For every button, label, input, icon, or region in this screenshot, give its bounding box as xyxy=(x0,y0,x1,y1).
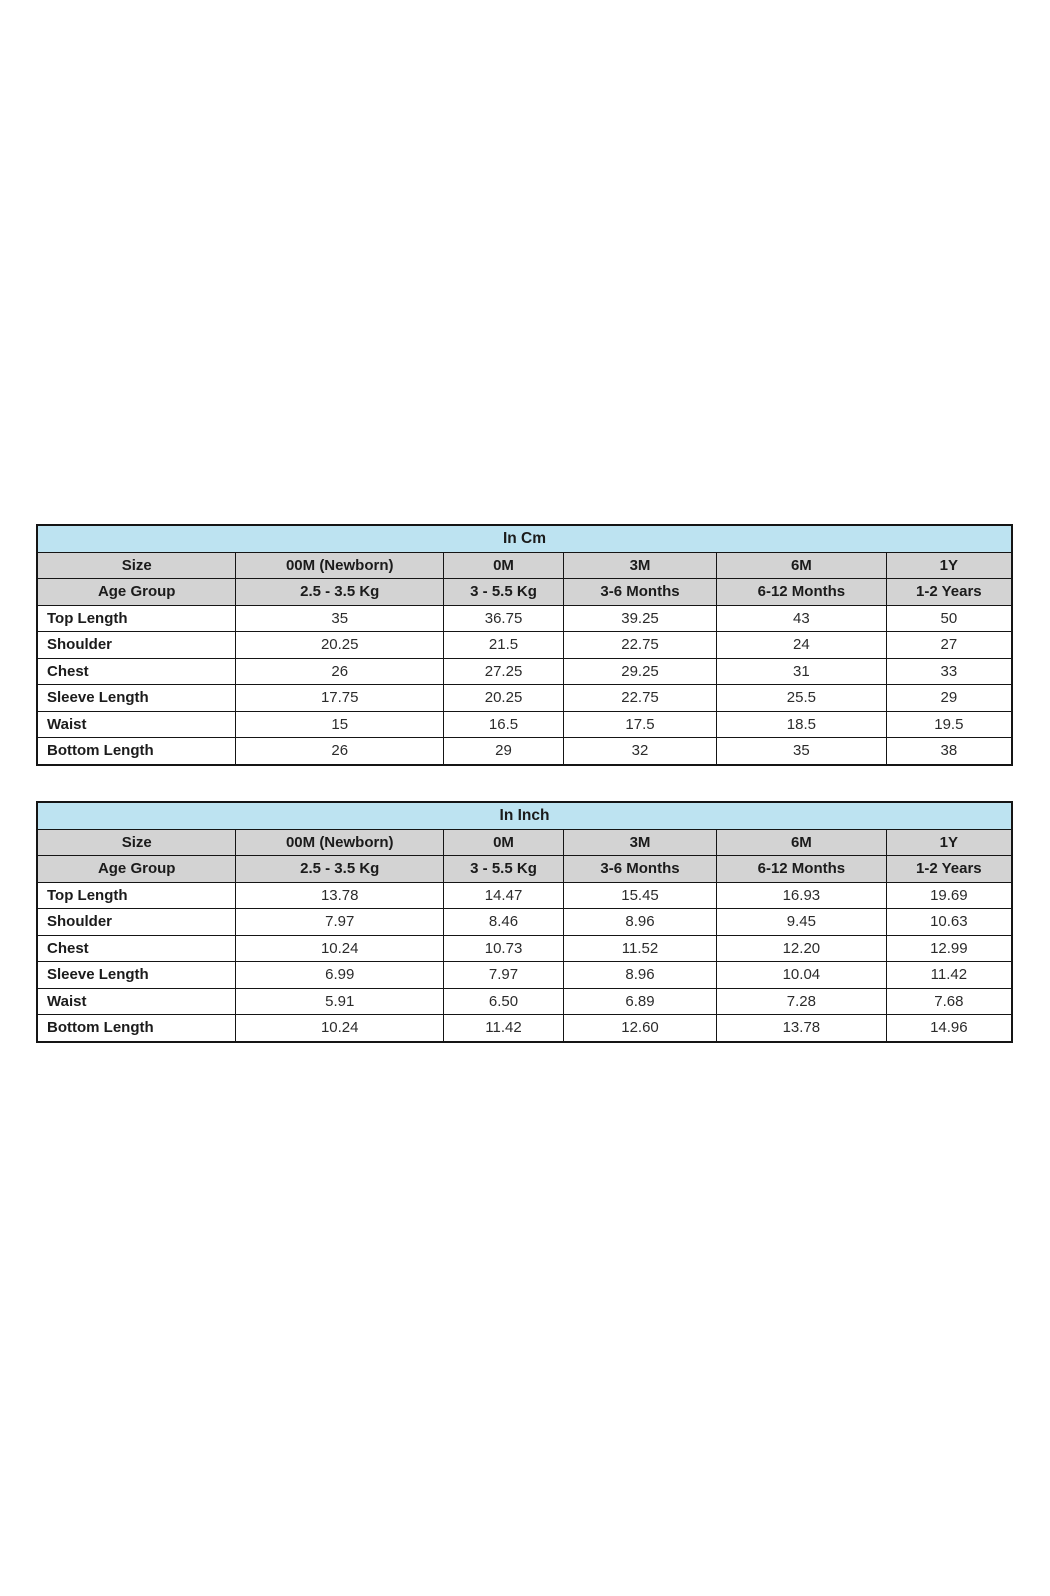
cell: 16.5 xyxy=(444,711,564,738)
cell: 15.45 xyxy=(563,882,716,909)
row-label: Sleeve Length xyxy=(37,685,236,712)
cell: 36.75 xyxy=(444,605,564,632)
cell: 9.45 xyxy=(717,909,887,936)
cell: 7.97 xyxy=(444,962,564,989)
row-label: Shoulder xyxy=(37,632,236,659)
row-label: Waist xyxy=(37,711,236,738)
cell: 29 xyxy=(886,685,1012,712)
cell: 31 xyxy=(717,658,887,685)
cell: 12.60 xyxy=(563,1015,716,1042)
cell: 35 xyxy=(717,738,887,765)
cell: 39.25 xyxy=(563,605,716,632)
header-row xyxy=(37,579,1012,606)
cell: 17.75 xyxy=(236,685,444,712)
cell: 20.25 xyxy=(444,685,564,712)
table-row xyxy=(37,1015,1012,1042)
cell: 26 xyxy=(236,658,444,685)
column-header: 2.5 - 3.5 Kg xyxy=(236,579,444,606)
column-header: 00M (Newborn) xyxy=(236,552,444,579)
column-header: 3 - 5.5 Kg xyxy=(444,579,564,606)
cell: 20.25 xyxy=(236,632,444,659)
cell: 18.5 xyxy=(717,711,887,738)
column-header: 3 - 5.5 Kg xyxy=(444,856,564,883)
table-title: In Cm xyxy=(37,525,1012,552)
column-header: 1-2 Years xyxy=(886,579,1012,606)
cell: 14.47 xyxy=(444,882,564,909)
table-row xyxy=(37,988,1012,1015)
cell: 7.68 xyxy=(886,988,1012,1015)
cell: 43 xyxy=(717,605,887,632)
column-header: 1-2 Years xyxy=(886,856,1012,883)
header-row xyxy=(37,552,1012,579)
cell: 19.69 xyxy=(886,882,1012,909)
table-title-row xyxy=(37,525,1012,552)
cell: 38 xyxy=(886,738,1012,765)
column-header: 1Y xyxy=(886,552,1012,579)
row-label: Chest xyxy=(37,658,236,685)
cell: 6.50 xyxy=(444,988,564,1015)
table-row xyxy=(37,711,1012,738)
cell: 6.99 xyxy=(236,962,444,989)
column-header: 3M xyxy=(563,829,716,856)
row-label: Bottom Length xyxy=(37,1015,236,1042)
table-row xyxy=(37,935,1012,962)
column-header: 6M xyxy=(717,552,887,579)
column-header: 2.5 - 3.5 Kg xyxy=(236,856,444,883)
column-header: 0M xyxy=(444,829,564,856)
header-row-label: Size xyxy=(37,829,236,856)
column-header: 00M (Newborn) xyxy=(236,829,444,856)
row-label: Sleeve Length xyxy=(37,962,236,989)
cell: 5.91 xyxy=(236,988,444,1015)
cell: 10.63 xyxy=(886,909,1012,936)
cell: 17.5 xyxy=(563,711,716,738)
table-row xyxy=(37,605,1012,632)
column-header: 0M xyxy=(444,552,564,579)
size-chart-table xyxy=(36,524,1013,766)
cell: 13.78 xyxy=(717,1015,887,1042)
column-header: 6-12 Months xyxy=(717,579,887,606)
column-header: 3-6 Months xyxy=(563,579,716,606)
cell: 24 xyxy=(717,632,887,659)
cell: 33 xyxy=(886,658,1012,685)
cell: 12.20 xyxy=(717,935,887,962)
cell: 27 xyxy=(886,632,1012,659)
table-row xyxy=(37,685,1012,712)
row-label: Shoulder xyxy=(37,909,236,936)
cell: 16.93 xyxy=(717,882,887,909)
cell: 50 xyxy=(886,605,1012,632)
table-title: In Inch xyxy=(37,802,1012,829)
row-label: Bottom Length xyxy=(37,738,236,765)
row-label: Chest xyxy=(37,935,236,962)
table-row xyxy=(37,882,1012,909)
header-row xyxy=(37,829,1012,856)
table-row xyxy=(37,909,1012,936)
cell: 10.24 xyxy=(236,1015,444,1042)
header-row-label: Age Group xyxy=(37,579,236,606)
size-chart-table xyxy=(36,801,1013,1043)
cell: 21.5 xyxy=(444,632,564,659)
cell: 26 xyxy=(236,738,444,765)
cell: 13.78 xyxy=(236,882,444,909)
table-row xyxy=(37,962,1012,989)
cell: 10.24 xyxy=(236,935,444,962)
column-header: 3M xyxy=(563,552,716,579)
table-row xyxy=(37,658,1012,685)
cell: 8.46 xyxy=(444,909,564,936)
cell: 12.99 xyxy=(886,935,1012,962)
cell: 8.96 xyxy=(563,962,716,989)
table-row xyxy=(37,738,1012,765)
cell: 7.97 xyxy=(236,909,444,936)
cell: 11.42 xyxy=(444,1015,564,1042)
cell: 15 xyxy=(236,711,444,738)
column-header: 6-12 Months xyxy=(717,856,887,883)
column-header: 3-6 Months xyxy=(563,856,716,883)
cell: 7.28 xyxy=(717,988,887,1015)
header-row-label: Size xyxy=(37,552,236,579)
column-header: 1Y xyxy=(886,829,1012,856)
cell: 14.96 xyxy=(886,1015,1012,1042)
column-header: 6M xyxy=(717,829,887,856)
table-row xyxy=(37,632,1012,659)
size-chart-inch xyxy=(36,801,1013,1043)
cell: 35 xyxy=(236,605,444,632)
size-chart-cm xyxy=(36,524,1013,766)
cell: 32 xyxy=(563,738,716,765)
cell: 6.89 xyxy=(563,988,716,1015)
cell: 27.25 xyxy=(444,658,564,685)
cell: 22.75 xyxy=(563,632,716,659)
row-label: Top Length xyxy=(37,882,236,909)
cell: 11.42 xyxy=(886,962,1012,989)
cell: 10.73 xyxy=(444,935,564,962)
table-title-row xyxy=(37,802,1012,829)
cell: 19.5 xyxy=(886,711,1012,738)
cell: 8.96 xyxy=(563,909,716,936)
cell: 10.04 xyxy=(717,962,887,989)
cell: 25.5 xyxy=(717,685,887,712)
cell: 29 xyxy=(444,738,564,765)
cell: 29.25 xyxy=(563,658,716,685)
row-label: Top Length xyxy=(37,605,236,632)
row-label: Waist xyxy=(37,988,236,1015)
cell: 22.75 xyxy=(563,685,716,712)
cell: 11.52 xyxy=(563,935,716,962)
header-row-label: Age Group xyxy=(37,856,236,883)
header-row xyxy=(37,856,1012,883)
